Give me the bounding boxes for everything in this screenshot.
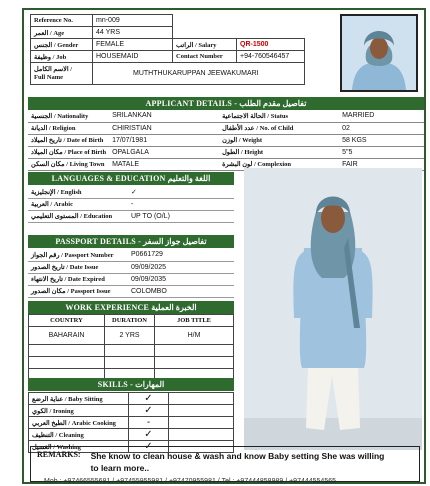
- passport-value: 09/09/2035: [128, 273, 234, 285]
- empty-cell: [105, 345, 155, 357]
- applicant-value: OPALGALA: [109, 146, 219, 158]
- skill-row: [29, 393, 234, 405]
- empty-cell: [169, 405, 234, 417]
- reference-value: mn-009: [93, 15, 173, 27]
- personal-info-table: [30, 14, 305, 85]
- applicant-label: عدد الأطفال / No. of Child: [219, 122, 339, 134]
- applicant-value: FAIR: [339, 158, 424, 170]
- passport-row: [28, 273, 234, 285]
- passport-heading: PASSPORT DETAILS - تفاصيل جواز السفر: [28, 235, 234, 248]
- empty-cell: [105, 357, 155, 369]
- applicant-label: تاريخ الميلاد / Date of Birth: [28, 134, 109, 146]
- empty-cell: [155, 357, 234, 369]
- footer-phone-numbers: Mob : +97466555681 / +97455955981 / +97470955981 / Tel : +97444858989 / +97444554565: [44, 478, 337, 485]
- empty-cell: [169, 393, 234, 405]
- remarks-box: [30, 446, 420, 482]
- cv-page: [22, 8, 426, 484]
- gender-label: الجنس / Gender: [31, 39, 93, 51]
- language-label: العربية / Arabic: [28, 198, 128, 210]
- passport-label: رقم الجواز / Passport Number: [28, 249, 128, 261]
- full-name-label: [31, 63, 93, 85]
- applicant-value: 17/07/1981: [109, 134, 219, 146]
- applicant-label: الجنسية / Nationality: [28, 110, 109, 122]
- salary-value: QR-1500: [237, 39, 305, 51]
- work-experience-heading: WORK EXPERIENCE الخبرة العملية: [28, 301, 234, 314]
- exp-duration: 2 YRS: [105, 327, 155, 345]
- skill-check-icon: ✓: [129, 429, 169, 441]
- skills-heading: SKILLS - المهارات: [28, 378, 234, 391]
- portrait-photo: [340, 14, 418, 92]
- applicant-details-heading: APPLICANT DETAILS - تفاصيل مقدم الطلب: [28, 97, 424, 110]
- applicant-details-table: [28, 110, 424, 171]
- empty-cell: [169, 429, 234, 441]
- language-row: [28, 198, 234, 210]
- language-row: [28, 186, 234, 198]
- skill-check-icon: -: [129, 417, 169, 429]
- applicant-label: الطول / Height: [219, 146, 339, 158]
- language-row: [28, 210, 234, 222]
- applicant-label: لون البشرة / Complexion: [219, 158, 339, 170]
- contact-label: Contact Number: [173, 51, 237, 63]
- empty-cell: [169, 417, 234, 429]
- applicant-row: [28, 110, 424, 122]
- applicant-row: [28, 122, 424, 134]
- applicant-value: CHIRISTIAN: [109, 122, 219, 134]
- reference-label: Reference No.: [31, 15, 93, 27]
- col-country: COUNTRY: [29, 315, 105, 327]
- applicant-value: 58 KGS: [339, 134, 424, 146]
- applicant-value: MATALE: [109, 158, 219, 170]
- passport-value: P0661729: [128, 249, 234, 261]
- passport-table: [28, 249, 234, 298]
- passport-row: [28, 249, 234, 261]
- language-label: الإنجليزية / English: [28, 186, 128, 198]
- salary-label: الراتب / Salary: [173, 39, 237, 51]
- col-duration: DURATION: [105, 315, 155, 327]
- languages-table: [28, 186, 234, 223]
- empty-cell: [29, 357, 105, 369]
- skills-table: [28, 392, 234, 453]
- passport-row: [28, 285, 234, 297]
- skill-label: الغسيل / Washing: [29, 441, 129, 453]
- age-label: العمر / Age: [31, 27, 93, 39]
- skill-row: [29, 429, 234, 441]
- skill-row: [29, 417, 234, 429]
- col-job-title: JOB TITLE: [155, 315, 234, 327]
- passport-row: [28, 261, 234, 273]
- applicant-value: SRILANKAN: [109, 110, 219, 122]
- applicant-label: الديانة / Religion: [28, 122, 109, 134]
- applicant-row: [28, 134, 424, 146]
- applicant-value: MARRIED: [339, 110, 424, 122]
- full-name-value: MUTHTHUKARUPPAN JEEWAKUMARI: [93, 63, 305, 85]
- empty-cell: [29, 345, 105, 357]
- language-value: ✓: [128, 186, 234, 198]
- applicant-row: [28, 146, 424, 158]
- languages-heading: LANGUAGES & EDUCATION اللغة والتعليم: [28, 172, 234, 185]
- skill-label: التنظيف / Cleaning: [29, 429, 129, 441]
- skill-label: الطبخ العربي / Arabic Cooking: [29, 417, 129, 429]
- applicant-label: مكان الميلاد / Place of Birth: [28, 146, 109, 158]
- applicant-label: الحالة الاجتماعية / Status: [219, 110, 339, 122]
- applicant-value: 5"5: [339, 146, 424, 158]
- empty-cell: [155, 345, 234, 357]
- skill-check-icon: ✓: [129, 393, 169, 405]
- skill-row: [29, 405, 234, 417]
- passport-label: تاريخ الصدور / Date Issue: [28, 261, 128, 273]
- contact-value: +94-760546457: [237, 51, 305, 63]
- passport-value: 09/09/2025: [128, 261, 234, 273]
- language-value: UP TO (O/L): [128, 210, 234, 222]
- full-name-label-en: Full Name: [34, 73, 64, 81]
- passport-value: COLOMBO: [128, 285, 234, 297]
- job-value: HOUSEMAID: [93, 51, 173, 63]
- exp-country: BAHARAIN: [29, 327, 105, 345]
- skill-check-icon: ✓: [129, 405, 169, 417]
- full-body-photo: [244, 168, 422, 450]
- applicant-value: 02: [339, 122, 424, 134]
- job-label: وظيفة / Job: [31, 51, 93, 63]
- language-value: -: [128, 198, 234, 210]
- age-value: 44 YRS: [93, 27, 173, 39]
- gender-value: FEMALE: [93, 39, 173, 51]
- skill-check-icon: ✓: [129, 441, 169, 453]
- language-label: المستوى التعليمي / Education: [28, 210, 128, 222]
- work-experience-table: [28, 314, 234, 381]
- passport-label: تاريخ الانتهاء / Date Expired: [28, 273, 128, 285]
- exp-job: H/M: [155, 327, 234, 345]
- remarks-text: She know to clean house & wash and know Baby setting She was willing to learn more..: [90, 451, 385, 473]
- applicant-label: الوزن / Weight: [219, 134, 339, 146]
- skill-label: عناية الرضع / Baby Sitting: [29, 393, 129, 405]
- applicant-label: مكان السكن / Living Town: [28, 158, 109, 170]
- full-name-label-ar: الاسم الكامل /: [34, 65, 73, 73]
- passport-label: مكان الصدور / Passport Issue: [28, 285, 128, 297]
- remarks-label: REMARKS:: [37, 450, 81, 459]
- skill-label: الكوي / Ironing: [29, 405, 129, 417]
